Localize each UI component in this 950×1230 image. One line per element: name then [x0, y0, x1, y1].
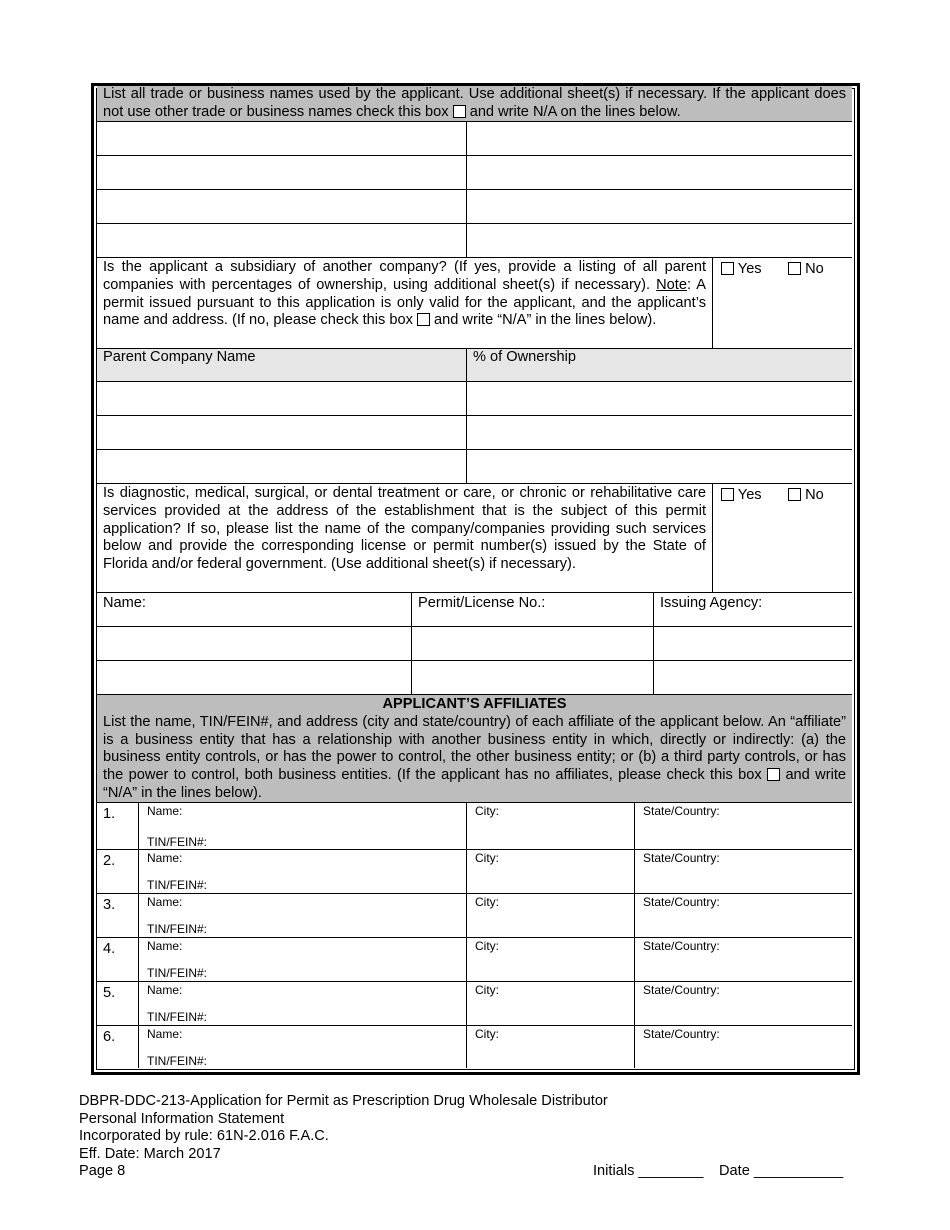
trade-name-field-left[interactable] — [97, 190, 466, 223]
affiliate-state-field[interactable] — [634, 982, 852, 1025]
affiliate-city-label: City: — [475, 939, 499, 953]
affiliate-state-label: State/Country: — [643, 1027, 720, 1041]
trade-names-na-checkbox[interactable] — [453, 105, 466, 118]
parent-company-field[interactable] — [97, 382, 466, 415]
subsidiary-yes-no — [712, 258, 852, 348]
affiliate-city-label: City: — [475, 804, 499, 818]
affiliate-number: 5. — [103, 985, 116, 1001]
trade-names-instruction: List all trade or business names used by the applicant. Use additional sheet(s) if necessary. If the applicant does not use other trade or business names check this box — [103, 86, 846, 120]
affiliate-name-label: Name: — [147, 983, 183, 997]
affiliate-city-field[interactable] — [466, 938, 634, 981]
affiliate-state-label: State/Country: — [643, 939, 720, 953]
medical-question-row — [97, 483, 852, 592]
medical-providers-header — [97, 592, 852, 626]
footer-rule: Incorporated by rule: 61N-2.016 F.A.C. — [79, 1128, 329, 1144]
affiliates-instruction-end: and write “N/A” in the lines below). — [103, 767, 846, 801]
trade-name-field-right[interactable] — [466, 156, 852, 189]
affiliate-row — [97, 893, 852, 937]
affiliates-instruction-text: List the name, TIN/FEIN#, and address (city and state/country) of each affiliate of the applicant below. An “affiliate” is a business entity that has a relationship with another business entity in which, directly or indirectly: (a) the business entity controls, or has the power to control, the other business entity; or (b) a third party controls, or has the power to control, both business entities. (If the applicant has no affiliates, please check this box — [103, 713, 846, 784]
affiliate-name-tin-field[interactable] — [138, 982, 466, 1025]
trade-name-field-right[interactable] — [466, 224, 852, 257]
subsidiary-na-checkbox[interactable] — [417, 313, 430, 326]
medical-question: Is diagnostic, medical, surgical, or dental treatment or care, or chronic or rehabilitative care services provided at the address of the establishment that is the subject of this permit application? If so, please list the name of the company/companies providing such services below and provide the corresponding license or permit number(s) issued by the State of Florida and/or federal government. (Use additional sheet(s) if necessary). — [103, 485, 706, 573]
affiliate-number: 2. — [103, 853, 116, 869]
affiliate-city-label: City: — [475, 851, 499, 865]
parent-company-field[interactable] — [97, 416, 466, 449]
affiliate-name-label: Name: — [147, 851, 183, 865]
affiliate-tin-label: TIN/FEIN#: — [147, 966, 208, 980]
affiliate-name-label: Name: — [147, 804, 183, 818]
affiliate-row — [97, 981, 852, 1025]
provider-name-header: Name: — [103, 595, 146, 611]
yes-label: Yes — [737, 487, 762, 503]
subsidiary-yes-option[interactable] — [721, 261, 762, 277]
subsidiary-question — [97, 258, 712, 348]
subsidiary-yes-checkbox[interactable] — [721, 262, 734, 275]
affiliates-instruction — [97, 714, 852, 803]
affiliate-number: 6. — [103, 1029, 116, 1045]
footer-form-title: DBPR-DDC-213-Application for Permit as Prescription Drug Wholesale Distributor — [79, 1093, 608, 1109]
affiliate-city-field[interactable] — [466, 982, 634, 1025]
trade-name-field-right[interactable] — [466, 190, 852, 223]
issuing-agency-field[interactable] — [653, 627, 852, 660]
permit-license-header: Permit/License No.: — [411, 593, 653, 626]
subsidiary-question-row — [97, 257, 852, 348]
footer-statement: Personal Information Statement — [79, 1110, 285, 1127]
parent-company-name-header: Parent Company Name — [103, 349, 256, 365]
medical-provider-row — [97, 660, 852, 694]
affiliate-city-field[interactable] — [466, 803, 634, 849]
affiliate-city-field[interactable] — [466, 850, 634, 893]
affiliate-tin-label: TIN/FEIN#: — [147, 922, 208, 936]
medical-yes-checkbox[interactable] — [721, 488, 734, 501]
affiliate-row — [97, 802, 852, 849]
medical-yes-no — [712, 484, 852, 592]
medical-yes-option[interactable] — [721, 487, 762, 503]
affiliate-tin-label: TIN/FEIN#: — [147, 878, 208, 892]
affiliate-state-label: State/Country: — [643, 851, 720, 865]
affiliate-city-label: City: — [475, 1027, 499, 1041]
yes-label: Yes — [737, 261, 762, 277]
affiliate-name-tin-field[interactable] — [138, 803, 466, 849]
affiliate-row — [97, 937, 852, 981]
subsidiary-no-option[interactable] — [788, 261, 824, 277]
medical-no-checkbox[interactable] — [788, 488, 801, 501]
affiliate-city-label: City: — [475, 983, 499, 997]
trade-names-header — [97, 86, 852, 121]
trade-names-instruction-end: and write N/A on the lines below. — [469, 103, 681, 120]
ownership-field[interactable] — [466, 382, 852, 415]
footer-page-number: Page 8 — [79, 1163, 126, 1179]
affiliate-number: 1. — [103, 806, 116, 822]
affiliate-city-field[interactable] — [466, 1026, 634, 1068]
ownership-field[interactable] — [466, 416, 852, 449]
affiliates-na-checkbox[interactable] — [767, 768, 780, 781]
subsidiary-question-text: Is the applicant a subsidiary of another company? (If yes, provide a listing of all parent companies with percentages of ownership, using additional sheet(s) if necessary). — [103, 259, 706, 293]
trade-name-row — [97, 121, 852, 155]
parent-company-row — [97, 415, 852, 449]
affiliate-state-label: State/Country: — [643, 983, 720, 997]
affiliate-name-tin-field[interactable] — [138, 850, 466, 893]
no-label: No — [805, 261, 824, 277]
no-label: No — [805, 487, 824, 503]
issuing-agency-header: Issuing Agency: — [653, 593, 852, 626]
affiliates-header — [97, 694, 852, 802]
ownership-header: % of Ownership — [466, 349, 852, 381]
trade-name-row — [97, 189, 852, 223]
provider-name-field[interactable] — [97, 627, 411, 660]
parent-company-field[interactable] — [97, 450, 466, 483]
trade-name-field-right[interactable] — [466, 122, 852, 155]
affiliate-name-tin-field[interactable] — [138, 938, 466, 981]
footer-block — [79, 1093, 608, 1181]
affiliate-state-field[interactable] — [634, 803, 852, 849]
affiliate-tin-label: TIN/FEIN#: — [147, 1010, 208, 1024]
trade-name-field-left[interactable] — [97, 156, 466, 189]
permit-license-field[interactable] — [411, 661, 653, 694]
footer-date: Date ___________ — [719, 1163, 844, 1179]
footer-eff-date: Eff. Date: March 2017 — [79, 1145, 221, 1162]
trade-name-field-left[interactable] — [97, 224, 466, 257]
affiliate-name-tin-field[interactable] — [138, 1026, 466, 1068]
medical-provider-row — [97, 626, 852, 660]
affiliate-state-field[interactable] — [634, 850, 852, 893]
affiliate-city-field[interactable] — [466, 894, 634, 937]
provider-name-field[interactable] — [97, 661, 411, 694]
affiliate-row — [97, 1025, 852, 1068]
note-text: : A permit issued pursuant to this application is only valid for the applicant, and the applicant’s name and address. (If no, please check this box — [103, 276, 706, 329]
affiliate-tin-label: TIN/FEIN#: — [147, 835, 208, 849]
subsidiary-question-end: and write “N/A” in the lines below). — [434, 312, 657, 329]
affiliate-name-label: Name: — [147, 939, 183, 953]
affiliate-row — [97, 849, 852, 893]
ownership-field[interactable] — [466, 450, 852, 483]
permit-license-field[interactable] — [411, 627, 653, 660]
affiliate-number: 4. — [103, 941, 116, 957]
affiliate-name-label: Name: — [147, 895, 183, 909]
trade-name-row — [97, 223, 852, 257]
affiliate-state-field[interactable] — [634, 894, 852, 937]
affiliate-city-label: City: — [475, 895, 499, 909]
footer-initials: Initials ________ — [593, 1163, 704, 1179]
affiliate-name-tin-field[interactable] — [138, 894, 466, 937]
affiliate-name-label: Name: — [147, 1027, 183, 1041]
medical-no-option[interactable] — [788, 487, 824, 503]
trade-name-field-left[interactable] — [97, 122, 466, 155]
parent-company-row — [97, 449, 852, 483]
affiliate-number: 3. — [103, 897, 116, 913]
affiliate-state-field[interactable] — [634, 1026, 852, 1068]
affiliate-tin-label: TIN/FEIN#: — [147, 1054, 208, 1068]
parent-company-row — [97, 381, 852, 415]
issuing-agency-field[interactable] — [653, 661, 852, 694]
parent-company-header — [97, 348, 852, 381]
trade-name-row — [97, 155, 852, 189]
affiliates-title: APPLICANT’S AFFILIATES — [382, 696, 567, 712]
affiliate-state-label: State/Country: — [643, 895, 720, 909]
affiliate-state-label: State/Country: — [643, 804, 720, 818]
affiliate-state-field[interactable] — [634, 938, 852, 981]
subsidiary-no-checkbox[interactable] — [788, 262, 801, 275]
note-label: Note — [656, 276, 687, 293]
